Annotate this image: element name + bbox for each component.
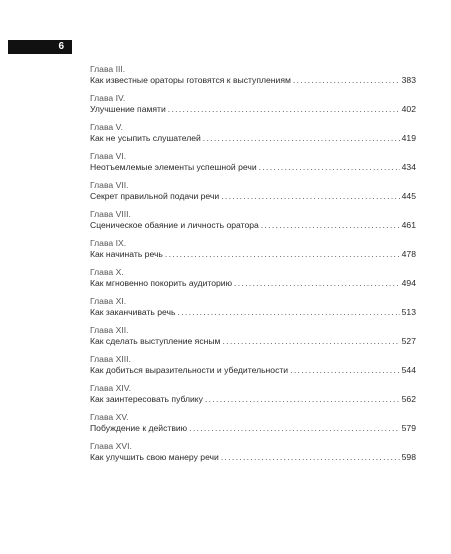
chapter-title: Как известные ораторы готовятся к выступлениям <box>90 75 291 85</box>
chapter-label: Глава XIV. <box>90 383 132 393</box>
chapter-label: Глава III. <box>90 64 126 74</box>
chapter-label: Глава VIII. <box>90 209 131 219</box>
toc-row <box>90 162 416 173</box>
chapter-label: Глава XIII. <box>90 354 131 364</box>
table-of-contents <box>90 64 416 470</box>
toc-row <box>90 423 416 434</box>
dot-leader <box>178 307 400 318</box>
chapter-title: Как улучшить свою манеру речи <box>90 452 219 462</box>
toc-row <box>90 133 416 144</box>
toc-row <box>90 336 416 347</box>
dot-leader <box>189 423 400 434</box>
toc-entry <box>90 151 416 180</box>
dot-leader <box>203 133 400 144</box>
page-reference: 513 <box>401 307 416 317</box>
dot-leader <box>221 191 399 202</box>
toc-entry <box>90 354 416 383</box>
toc-entry <box>90 296 416 325</box>
chapter-title: Сценическое обаяние и личность оратора <box>90 220 259 230</box>
page-reference: 562 <box>401 394 416 404</box>
page-reference: 598 <box>401 452 416 462</box>
dot-leader <box>221 452 400 463</box>
page-reference: 494 <box>401 278 416 288</box>
chapter-label: Глава XVI. <box>90 441 132 451</box>
chapter-title: Как начинать речь <box>90 249 163 259</box>
page-reference: 478 <box>401 249 416 259</box>
chapter-label: Глава XI. <box>90 296 127 306</box>
dot-leader <box>222 336 399 347</box>
toc-row <box>90 307 416 318</box>
toc-entry <box>90 412 416 441</box>
toc-entry <box>90 383 416 412</box>
page-reference: 461 <box>401 220 416 230</box>
toc-row <box>90 75 416 86</box>
chapter-label: Глава V. <box>90 122 123 132</box>
chapter-label: Глава X. <box>90 267 124 277</box>
toc-entry <box>90 209 416 238</box>
chapter-title: Улучшение памяти <box>90 104 166 114</box>
toc-entry <box>90 122 416 151</box>
dot-leader <box>293 75 400 86</box>
toc-row <box>90 104 416 115</box>
page-reference: 579 <box>401 423 416 433</box>
toc-entry <box>90 441 416 470</box>
chapter-title: Как заинтересовать публику <box>90 394 203 404</box>
toc-entry <box>90 180 416 209</box>
chapter-label: Глава XII. <box>90 325 129 335</box>
chapter-title: Секрет правильной подачи речи <box>90 191 220 201</box>
toc-row <box>90 249 416 260</box>
chapter-label: Глава IV. <box>90 93 126 103</box>
toc-entry <box>90 238 416 267</box>
dot-leader <box>234 278 400 289</box>
chapter-label: Глава XV. <box>90 412 129 422</box>
toc-row <box>90 191 416 202</box>
toc-entry <box>90 64 416 93</box>
toc-row <box>90 365 416 376</box>
dot-leader <box>165 249 400 260</box>
toc-row <box>90 452 416 463</box>
page-reference: 544 <box>401 365 416 375</box>
dot-leader <box>205 394 400 405</box>
toc-entry <box>90 93 416 122</box>
toc-row <box>90 278 416 289</box>
chapter-title: Побуждение к действию <box>90 423 188 433</box>
chapter-label: Глава IX. <box>90 238 127 248</box>
toc-row <box>90 220 416 231</box>
dot-leader <box>290 365 400 376</box>
page-reference: 383 <box>401 75 416 85</box>
toc-row <box>90 394 416 405</box>
page-reference: 527 <box>401 336 416 346</box>
chapter-label: Глава VII. <box>90 180 129 190</box>
chapter-title: Как сделать выступление ясным <box>90 336 221 346</box>
toc-entry <box>90 267 416 296</box>
page-reference: 434 <box>401 162 416 172</box>
page-number-badge: 6 <box>8 40 72 54</box>
page-reference: 402 <box>401 104 416 114</box>
chapter-title: Неотъемлемые элементы успешной речи <box>90 162 257 172</box>
dot-leader <box>259 162 400 173</box>
chapter-title: Как заканчивать речь <box>90 307 176 317</box>
chapter-title: Как не усыпить слушателей <box>90 133 201 143</box>
toc-entry <box>90 325 416 354</box>
dot-leader <box>168 104 400 115</box>
page-reference: 419 <box>401 133 416 143</box>
page-reference: 445 <box>401 191 416 201</box>
chapter-label: Глава VI. <box>90 151 127 161</box>
dot-leader <box>261 220 400 231</box>
chapter-title: Как добиться выразительности и убедительности <box>90 365 289 375</box>
chapter-title: Как мгновенно покорить аудиторию <box>90 278 233 288</box>
